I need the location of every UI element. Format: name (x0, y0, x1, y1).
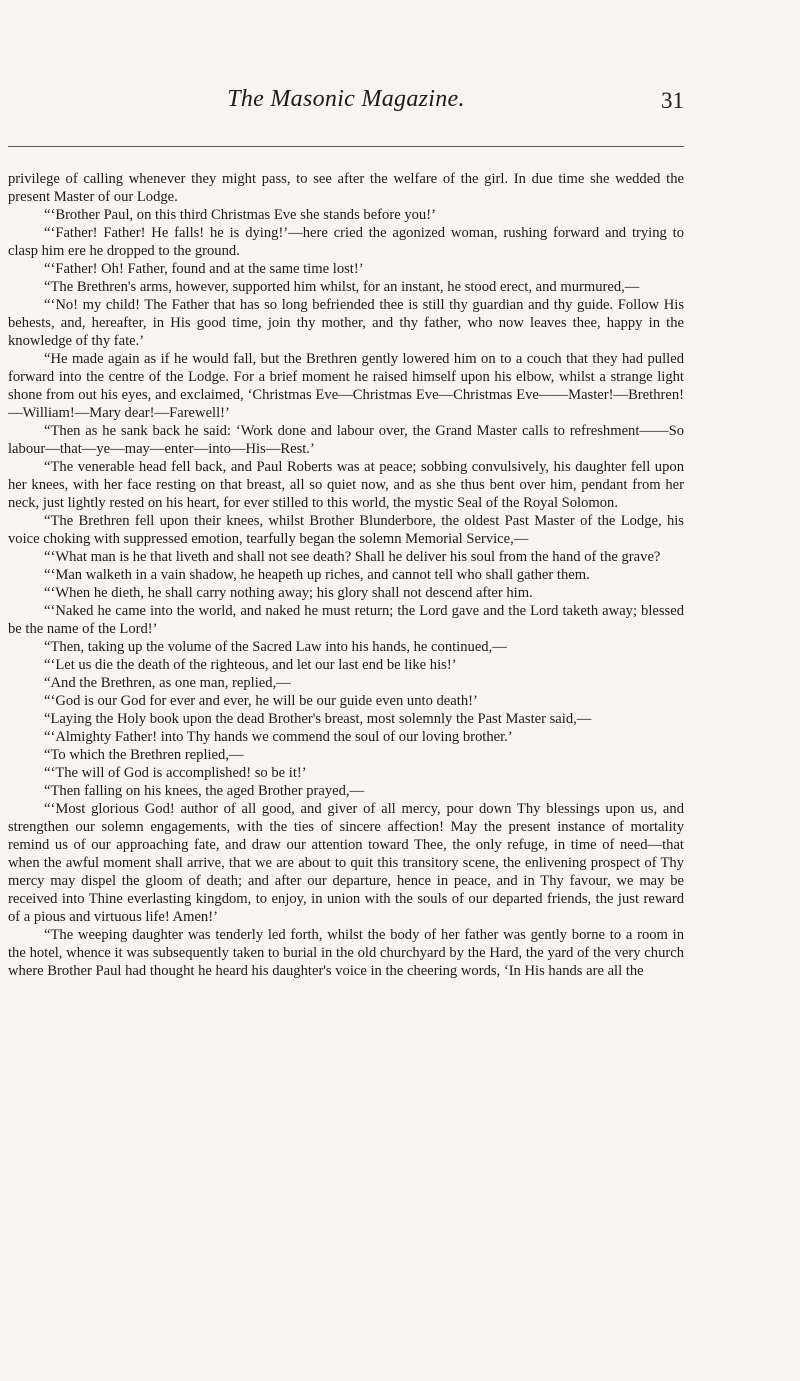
paragraph: “The Brethren's arms, however, supported him whilst, for an instant, he stood erect, and murmured,— (44, 279, 640, 295)
paragraph: “‘Father! Father! He falls! he is dying!’—here cried the agonized woman, rushing forward and trying to clasp him ere he dropped to the ground. (8, 225, 684, 259)
page-number: 31 (661, 88, 684, 113)
paragraph: “‘When he dieth, he shall carry nothing away; his glory shall not descend after him. (44, 585, 533, 601)
header-rule (8, 146, 684, 147)
article-body (8, 170, 684, 980)
paragraph: “‘Man walketh in a vain shadow, he heapeth up riches, and cannot tell who shall gather them. (44, 567, 590, 583)
paragraph: “‘Naked he came into the world, and naked he must return; the Lord gave and the Lord taketh away; blessed be the name of the Lord!’ (8, 603, 684, 637)
paragraph: “‘Most glorious God! author of all good, and giver of all mercy, pour down Thy blessings upon us, and strengthen our solemn engagements, with the ties of sincere affection! May the present instance of mortality remind us of our approaching fate, and draw our attention toward Thee, the only refuge, in time of need—that when the awful moment shall arrive, that we are about to quit this transitory scene, the enlivening prospect of Thy mercy may dispel the gloom of death; and after our departure, hence in peace, and in Thy favour, we may be received into Thine everlasting kingdom, to enjoy, in union with the souls of our departed friends, the just reward of a pious and virtuous life! Amen!’ (8, 801, 684, 925)
paragraph: “Laying the Holy book upon the dead Brother's breast, most solemnly the Past Master said,— (44, 711, 592, 727)
running-title: The Masonic Magazine. (227, 86, 465, 112)
paragraph: “The Brethren fell upon their knees, whilst Brother Blunderbore, the oldest Past Master of the Lodge, his voice choking with suppressed emotion, tearfully began the solemn Memorial Service,— (8, 513, 684, 547)
paragraph: “‘Let us die the death of the righteous, and let our last end be like his!’ (44, 657, 457, 673)
paragraph: “‘No! my child! The Father that has so long befriended thee is still thy guardian and thy guide. Follow His behests, and, hereafter, in His good time, join thy mother, and thy father, who now leaves thee, happy in the knowledge of thy fate.’ (8, 297, 684, 349)
paragraph: “He made again as if he would fall, but the Brethren gently lowered him on to a couch that they had pulled forward into the centre of the Lodge. For a brief moment he raised himself upon his elbow, whilst a strange light shone from out his eyes, and exclaimed, ‘Christmas Eve—Christmas Eve—Christmas Eve——Master!—Brethren!—William!—Mary dear!—Farewell!’ (8, 351, 684, 421)
paragraph: “‘Almighty Father! into Thy hands we commend the soul of our loving brother.’ (44, 729, 513, 745)
paragraph: “‘The will of God is accomplished! so be it!’ (44, 765, 307, 781)
paragraph: privilege of calling whenever they might pass, to see after the welfare of the girl. In due time she wedded the present Master of our Lodge. (8, 171, 684, 205)
page-header (8, 86, 684, 120)
paragraph: “The venerable head fell back, and Paul Roberts was at peace; sobbing convulsively, his daughter fell upon her knees, with her face resting on that breast, all so quiet now, and as she thus bent over him, pendant from her neck, just lightly rested on his heart, for ever stilled to this world, the mystic Seal of the Royal Solomon. (8, 459, 684, 511)
paragraph: “Then as he sank back he said: ‘Work done and labour over, the Grand Master calls to refreshment——So labour—that—ye—may—enter—into—His—Rest.’ (8, 423, 684, 457)
paragraph: “To which the Brethren replied,— (44, 747, 244, 763)
paragraph: “Then falling on his knees, the aged Brother prayed,— (44, 783, 365, 799)
paragraph: “‘Brother Paul, on this third Christmas Eve she stands before you!’ (44, 207, 436, 223)
paragraph: “‘Father! Oh! Father, found and at the same time lost!’ (44, 261, 364, 277)
paragraph: “The weeping daughter was tenderly led forth, whilst the body of her father was gently borne to a room in the hotel, whence it was subsequently taken to burial in the old churchyard by the Hard, the yard of the very church where Brother Paul had thought he heard his daughter's voice in the cheering words, ‘In His hands are all the (8, 927, 684, 979)
paragraph: “‘God is our God for ever and ever, he will be our guide even unto death!’ (44, 693, 478, 709)
paragraph: “And the Brethren, as one man, replied,— (44, 675, 291, 691)
paragraph: “‘What man is he that liveth and shall not see death? Shall he deliver his soul from the hand of the grave? (44, 549, 661, 565)
paragraph: “Then, taking up the volume of the Sacred Law into his hands, he continued,— (44, 639, 507, 655)
